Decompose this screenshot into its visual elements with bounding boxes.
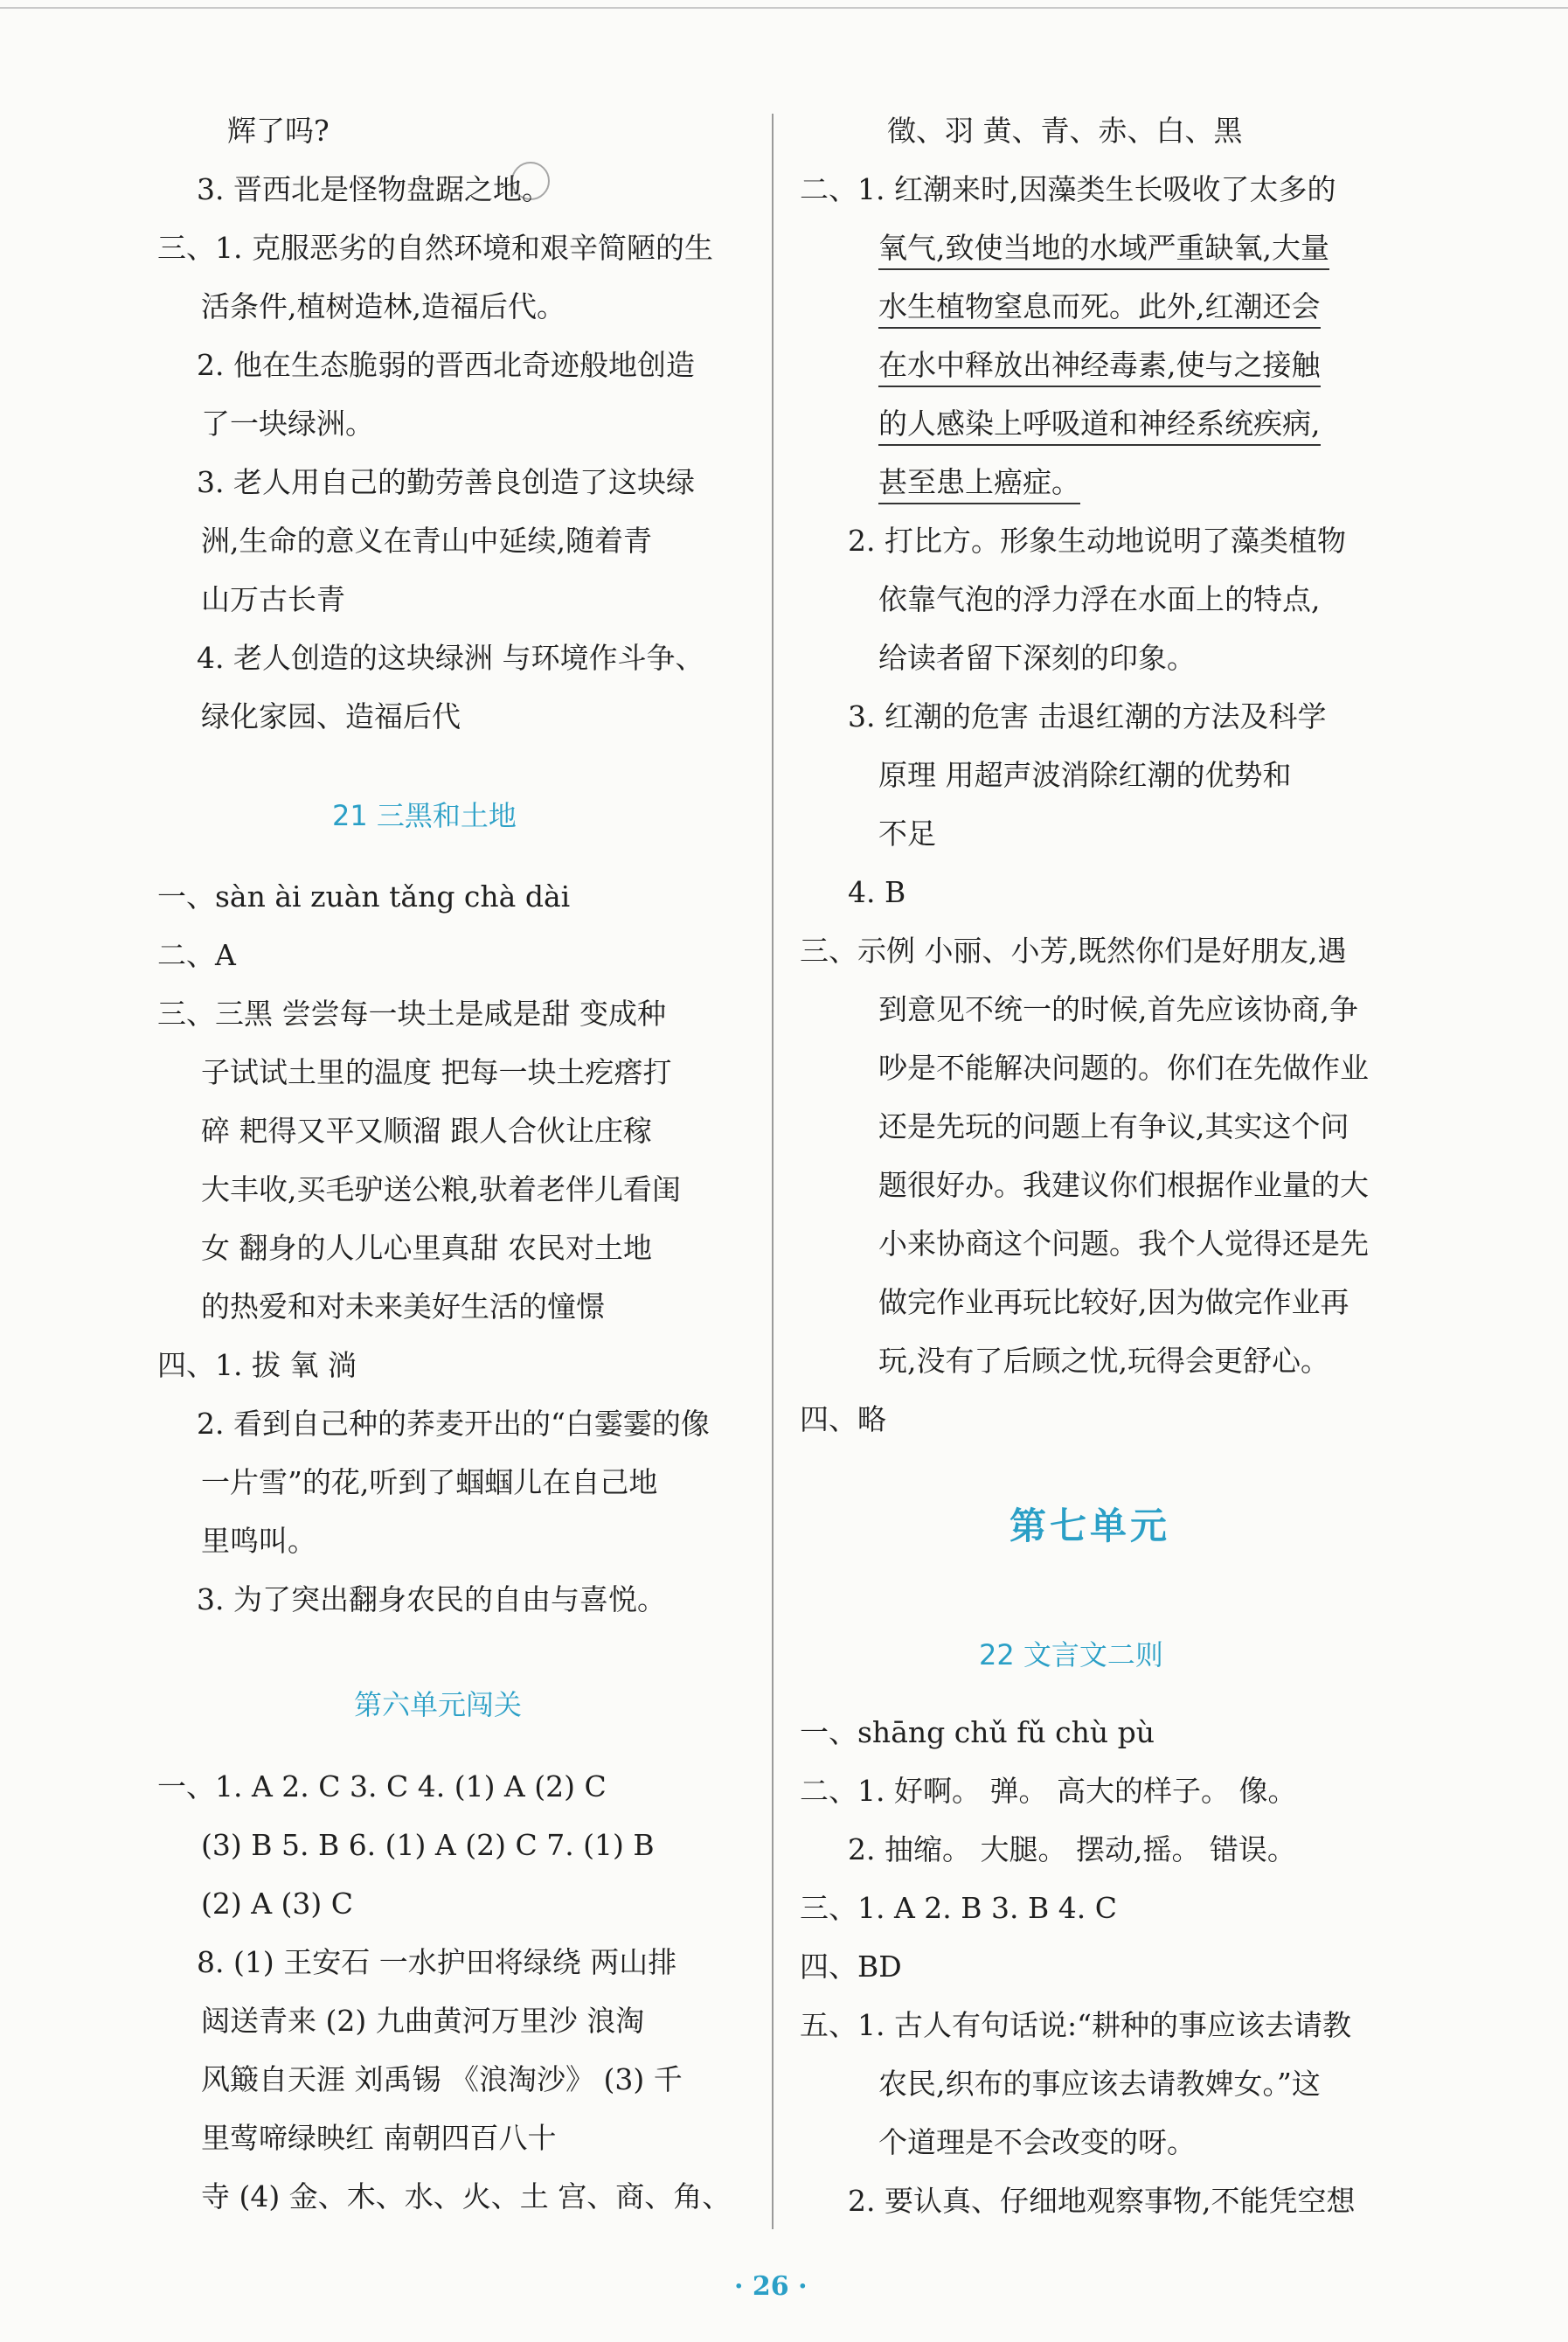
answer-line: (3) B 5. B 6. (1) A (2) C 7. (1) B — [201, 1828, 655, 1862]
page-number: · 26 · — [734, 2271, 808, 2302]
page-top-edge — [0, 7, 1568, 9]
answer-line: 做完作业再玩比较好,因为做完作业再 — [878, 1285, 1349, 1319]
answer-line: 四、BD — [800, 1949, 902, 1984]
answer-line: 三、1. 克服恶劣的自然环境和艰辛简陋的生 — [157, 231, 713, 265]
answer-line: 二、1. 好啊。 弹。 高大的样子。 像。 — [800, 1774, 1297, 1808]
answer-line: 原理 用超声波消除红潮的优势和 — [878, 758, 1292, 792]
answer-line: 里鸣叫。 — [201, 1524, 316, 1558]
answer-line: 子试试土里的温度 把每一块土疙瘩打 — [201, 1055, 672, 1089]
answer-line: 山万古长青 — [201, 582, 345, 616]
answer-line: 五、1. 古人有句话说:“耕种的事应该去请教 — [800, 2008, 1351, 2042]
answer-line: 4. B — [848, 875, 906, 909]
underlined-answer-line: 甚至患上癌症。 — [878, 463, 1080, 504]
column-divider — [772, 114, 774, 2229]
answer-line: 吵是不能解决问题的。你们在先做作业 — [878, 1051, 1369, 1085]
answer-line: 2. 抽缩。 大腿。 摆动,摇。 错误。 — [848, 1832, 1296, 1866]
underlined-answer-line: 在水中释放出神经毒素,使与之接触 — [878, 346, 1321, 387]
answer-line: 大丰收,买毛驴送公粮,驮着老伴儿看闺 — [201, 1172, 681, 1206]
answer-line: 个道理是不会改变的呀。 — [878, 2125, 1196, 2159]
answer-line: 三、示例 小丽、小芳,既然你们是好朋友,遇 — [800, 934, 1347, 968]
answer-line: 到意见不统一的时候,首先应该协商,争 — [878, 992, 1358, 1026]
section-title-21: 21 三黑和土地 — [332, 799, 517, 832]
answer-line: 给读者留下深刻的印象。 — [878, 641, 1196, 675]
answer-line: 四、1. 拔 氧 淌 — [157, 1348, 357, 1382]
answer-line: 风簸自天涯 刘禹锡 《浪淘沙》 (3) 千 — [201, 2062, 683, 2096]
answer-line: 2. 他在生态脆弱的晋西北奇迹般地创造 — [197, 348, 695, 382]
underlined-answer-line: 水生植物窒息而死。此外,红潮还会 — [878, 288, 1321, 329]
answer-line: 一、1. A 2. C 3. C 4. (1) A (2) C — [157, 1769, 607, 1803]
answer-line: 三、三黑 尝尝每一块土是咸是甜 变成种 — [157, 997, 666, 1031]
unit-heading-7: 第七单元 — [1009, 1505, 1171, 1547]
answer-line: 的热爱和对未来美好生活的憧憬 — [201, 1289, 605, 1324]
answer-line: 2. 看到自己种的荞麦开出的“白霎霎的像 — [197, 1407, 710, 1441]
underlined-answer-line: 氧气,致使当地的水域严重缺氧,大量 — [878, 229, 1329, 270]
answer-line: 绿化家园、造福后代 — [201, 699, 461, 733]
answer-line: 题很好办。我建议你们根据作业量的大 — [878, 1168, 1369, 1202]
answer-line: 3. 红潮的危害 击退红潮的方法及科学 — [848, 699, 1327, 733]
answer-line: 徵、羽 黄、青、赤、白、黑 — [887, 114, 1243, 148]
answer-line: 玩,没有了后顾之忧,玩得会更舒心。 — [878, 1344, 1329, 1378]
answer-line: 二、1. 红潮来时,因藻类生长吸收了太多的 — [800, 172, 1336, 206]
answer-line: 了一块绿洲。 — [201, 407, 374, 441]
answer-line: 4. 老人创造的这块绿洲 与环境作斗争、 — [197, 641, 704, 675]
answer-line: 闼送青来 (2) 九曲黄河万里沙 浪淘 — [201, 2004, 645, 2038]
answer-line: 一片雪”的花,听到了蝈蝈儿在自己地 — [201, 1465, 658, 1499]
answer-line: 2. 打比方。形象生动地说明了藻类植物 — [848, 524, 1346, 558]
answer-line: 四、略 — [800, 1402, 886, 1436]
answer-line: 碎 耙得又平又顺溜 跟人合伙让庄稼 — [201, 1114, 652, 1148]
answer-line: 辉了吗? — [227, 114, 330, 148]
answer-line: 三、1. A 2. B 3. B 4. C — [800, 1891, 1117, 1925]
answer-line: 洲,生命的意义在青山中延续,随着青 — [201, 524, 652, 558]
answer-line: 3. 为了突出翻身农民的自由与喜悦。 — [197, 1582, 666, 1616]
answer-line: 寺 (4) 金、木、水、火、土 宫、商、角、 — [201, 2179, 732, 2213]
answer-line: 8. (1) 王安石 一水护田将绿绕 两山排 — [197, 1945, 677, 1979]
answer-line: (2) A (3) C — [201, 1887, 354, 1921]
answer-line: 女 翻身的人儿心里真甜 农民对土地 — [201, 1231, 652, 1265]
answer-line: 农民,织布的事应该去请教婢女。”这 — [878, 2067, 1321, 2101]
pinyin-line: 一、shāng chǔ fǔ chù pù — [800, 1715, 1155, 1749]
answer-line: 小来协商这个问题。我个人觉得还是先 — [878, 1227, 1369, 1261]
answer-line: 里莺啼绿映红 南朝四百八十 — [201, 2121, 557, 2155]
pinyin-line: 一、sàn ài zuàn tǎng chà dài — [157, 879, 571, 914]
underlined-answer-line: 的人感染上呼吸道和神经系统疾病, — [878, 405, 1321, 446]
answer-line: 3. 老人用自己的勤劳善良创造了这块绿 — [197, 465, 695, 499]
answer-line: 还是先玩的问题上有争议,其实这个问 — [878, 1109, 1349, 1143]
answer-line: 不足 — [878, 817, 936, 851]
section-title-22: 22 文言文二则 — [979, 1638, 1163, 1671]
answer-line: 活条件,植树造林,造福后代。 — [201, 289, 565, 323]
answer-line: 依靠气泡的浮力浮在水面上的特点, — [878, 582, 1321, 616]
answer-line: 2. 要认真、仔细地观察事物,不能凭空想 — [848, 2184, 1356, 2218]
section-title-unit6-test: 第六单元闯关 — [354, 1688, 523, 1721]
answer-line: 3. 晋西北是怪物盘踞之地。 — [197, 172, 551, 206]
answer-line: 二、A — [157, 938, 236, 972]
